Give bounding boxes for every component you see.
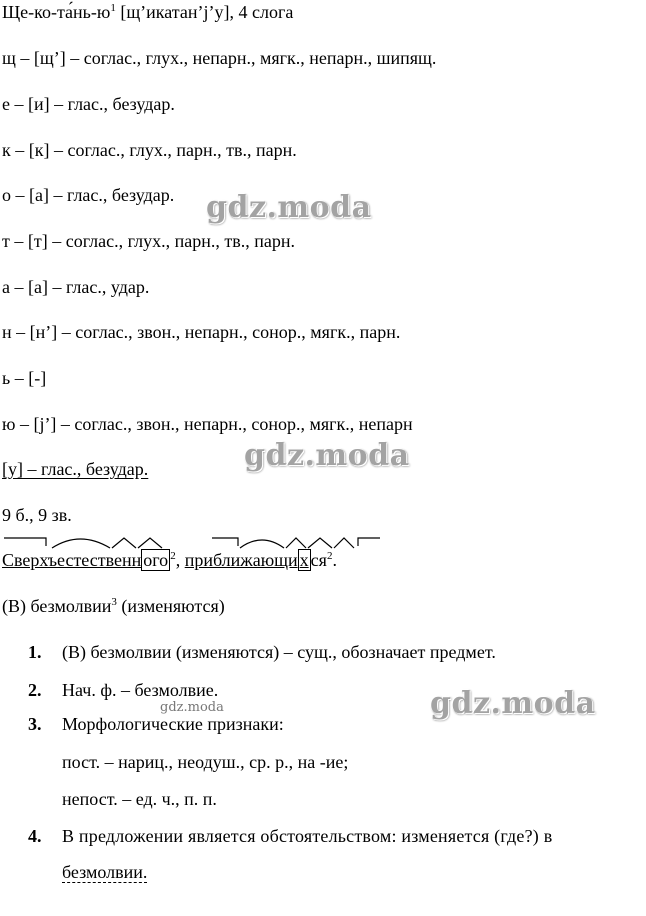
letter-line: [у] – глас., безудар. xyxy=(2,459,149,479)
analysis-item-text: В предложении является обстоятельством: изменяется (где?) в xyxy=(62,826,553,846)
item-number: 3. xyxy=(28,714,42,734)
word2-sup: 2 xyxy=(326,550,333,562)
word1-sup: 2 xyxy=(170,550,176,562)
transcription-header xyxy=(2,2,293,22)
phrase-text-1: (В) безмолвии xyxy=(2,596,112,616)
item-number: 2. xyxy=(28,680,42,700)
watermark-small: gdz.moda xyxy=(160,700,224,715)
letter-line: н – [н’] – соглас., звон., непарн., сонор., мягк., парн. xyxy=(2,322,401,342)
item-number: 1. xyxy=(28,642,42,662)
word2-postfix: ся xyxy=(310,550,327,570)
analysis-subitem: непост. – ед. ч., п. п. xyxy=(62,789,217,809)
analysis-item-continuation xyxy=(62,862,147,882)
header-word: Ще-ко-та́нь-ю xyxy=(2,2,111,22)
letter-line: щ – [щ’] – соглас., глух., непарн., мягк., непарн., шипящ. xyxy=(2,48,437,68)
analysis-item: Морфологические признаки: xyxy=(62,714,284,734)
morpheme-marks xyxy=(0,530,400,554)
analysis-item: Нач. ф. – безмолвие. xyxy=(62,680,219,700)
watermark-logo: gdz.moda xyxy=(206,190,372,225)
analysis-subitem: пост. – нариц., неодуш., ср. р., на -ие; xyxy=(62,752,349,772)
letter-line: а – [а] – глас., удар. xyxy=(2,277,150,297)
letter-line: ь – [-] xyxy=(2,368,47,388)
letter-line: к – [к] – соглас., глух., парн., тв., парн. xyxy=(2,140,297,160)
phrase-line xyxy=(2,596,225,616)
item-number: 4. xyxy=(28,826,42,846)
line-end: . xyxy=(332,550,337,570)
phrase-text-2: (изменяются) xyxy=(116,596,225,616)
header-transcription: [щ’икатан’j’у], 4 слога xyxy=(115,2,294,22)
word2-ending: х xyxy=(299,550,309,570)
separator: , xyxy=(175,550,185,570)
header-sup: 1 xyxy=(110,2,116,14)
phrase-sup: 3 xyxy=(111,596,117,608)
word1-ending: ого xyxy=(143,550,169,570)
watermark-logo: gdz.moda xyxy=(430,686,596,721)
dotted-underlined-word: безмолвии. xyxy=(62,862,148,882)
letters-sounds-summary: 9 б., 9 зв. xyxy=(2,505,72,525)
watermark-logo: gdz.moda xyxy=(244,438,410,473)
letter-line: о – [а] – глас., безудар. xyxy=(2,185,175,205)
analysis-item xyxy=(62,826,642,846)
word1-stem: Сверхъестественн xyxy=(2,550,142,570)
letter-line: е – [и] – глас., безудар. xyxy=(2,94,175,114)
analysis-item: (В) безмолвии (изменяются) – сущ., обозначает предмет. xyxy=(62,642,496,662)
letter-line: ю – [j’] – соглас., звон., непарн., сонор., мягк., непарн xyxy=(2,414,413,434)
word2-stem: приближающи xyxy=(184,550,298,570)
letter-line: т – [т] – соглас., глух., парн., тв., парн. xyxy=(2,231,295,251)
